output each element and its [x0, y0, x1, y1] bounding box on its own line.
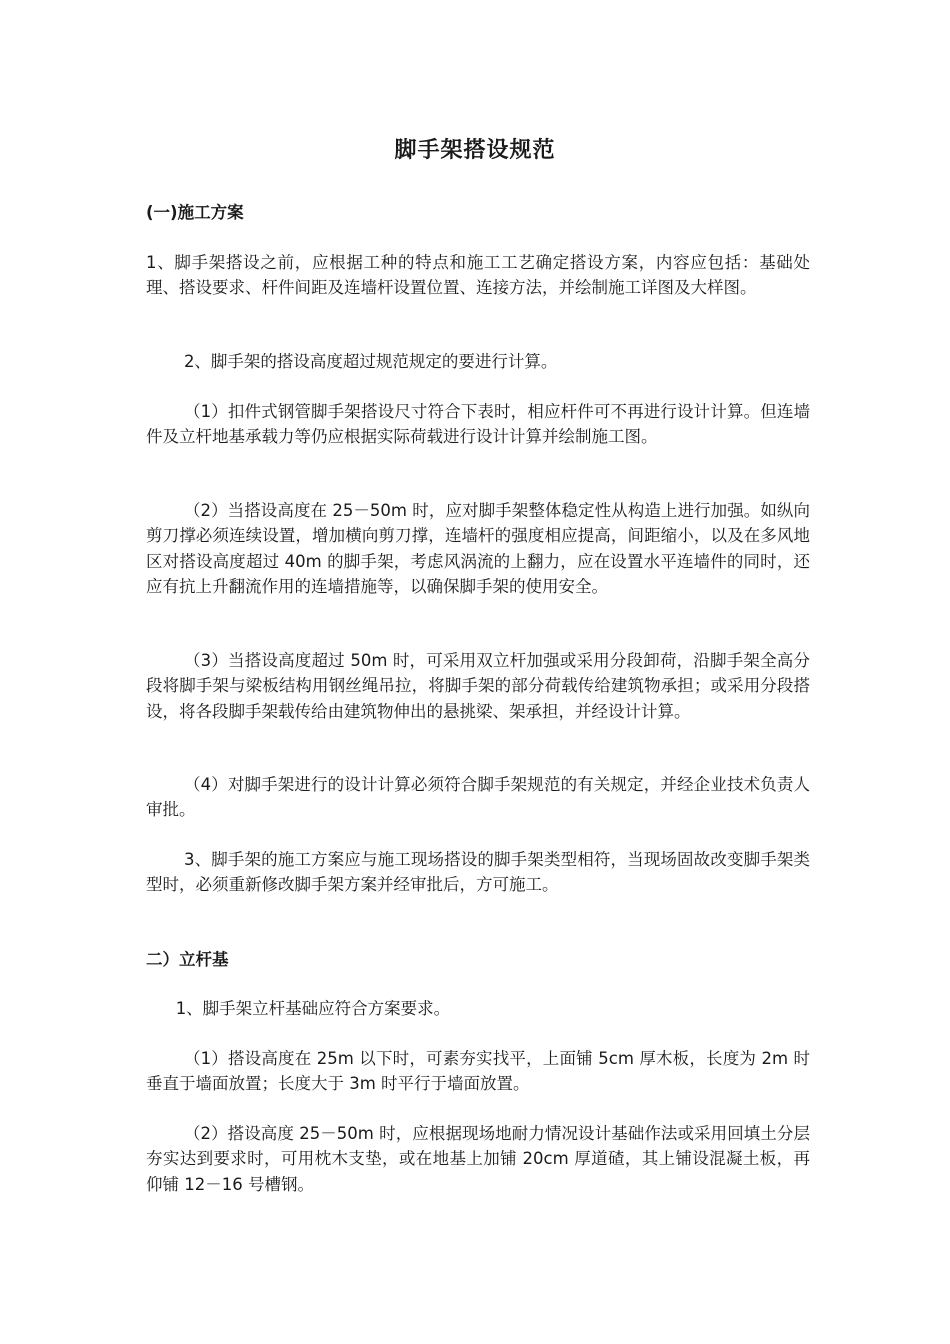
paragraph-6: （4）对脚手架进行的设计计算必须符合脚手架规范的有关规定，并经企业技术负责人审批。 [146, 775, 810, 820]
paragraph-8: 1、脚手架立杆基础应符合方案要求。 [175, 999, 451, 1018]
paragraph-3: （1）扣件式钢管脚手架搭设尺寸符合下表时，相应杆件可不再进行设计计算。但连墙件及立杆地基承载力等仍应根据实际荷载进行设计计算并绘制施工图。 [146, 402, 810, 447]
paragraph-5: （3）当搭设高度超过 50m 时，可采用双立杆加强或采用分段卸荷，沿脚手架全高分段将脚手架与梁板结构用钢丝绳吊拉，将脚手架的部分荷载传给建筑物承担；或采用分段搭设，将各段脚手架载传给由建筑物伸出的悬挑梁、架承担，并经设计计算。 [146, 651, 810, 721]
paragraph-1: 1、脚手架搭设之前，应根据工种的特点和施工工艺确定搭设方案，内容应包括：基础处理、搭设要求、杆件间距及连墙杆设置位置、连接方法，并绘制施工详图及大样图。 [146, 253, 810, 298]
paragraph-9: （1）搭设高度在 25m 以下时，可素夯实找平，上面铺 5cm 厚木板，长度为 2m 时垂直于墙面放置；长度大于 3m 时平行于墙面放置。 [146, 1049, 810, 1094]
paragraph-2: 2、脚手架的搭设高度超过规范规定的要进行计算。 [183, 352, 558, 371]
paragraph-4: （2）当搭设高度在 25－50m 时，应对脚手架整体稳定性从构造上进行加强。如纵向剪刀撑必须连续设置，增加横向剪刀撑，连墙杆的强度相应提高，间距缩小，以及在多风地区对搭设高度超过 40m 的脚手架，考虑风涡流的上翻力，应在设置水平连墙件的同时，还应有抗上升翻流作用的连墙措施等，以确保脚手架的使用安全。 [146, 501, 810, 596]
section-heading-pole-foundation: 二）立杆基 [146, 950, 229, 969]
paragraph-7: 3、脚手架的施工方案应与施工现场搭设的脚手架类型相符，当现场固故改变脚手架类型时，必须重新修改脚手架方案并经审批后，方可施工。 [146, 850, 810, 895]
paragraph-10: （2）搭设高度 25－50m 时，应根据现场地耐力情况设计基础作法或采用回填土分层夯实达到要求时，可用枕木支垫，或在地基上加铺 20cm 厚道碴，其上铺设混凝土板，再仰铺 12－16 号槽钢。 [146, 1124, 810, 1194]
section-heading-construction-plan: (一)施工方案 [146, 203, 244, 222]
document-title: 脚手架搭设规范 [394, 138, 556, 163]
